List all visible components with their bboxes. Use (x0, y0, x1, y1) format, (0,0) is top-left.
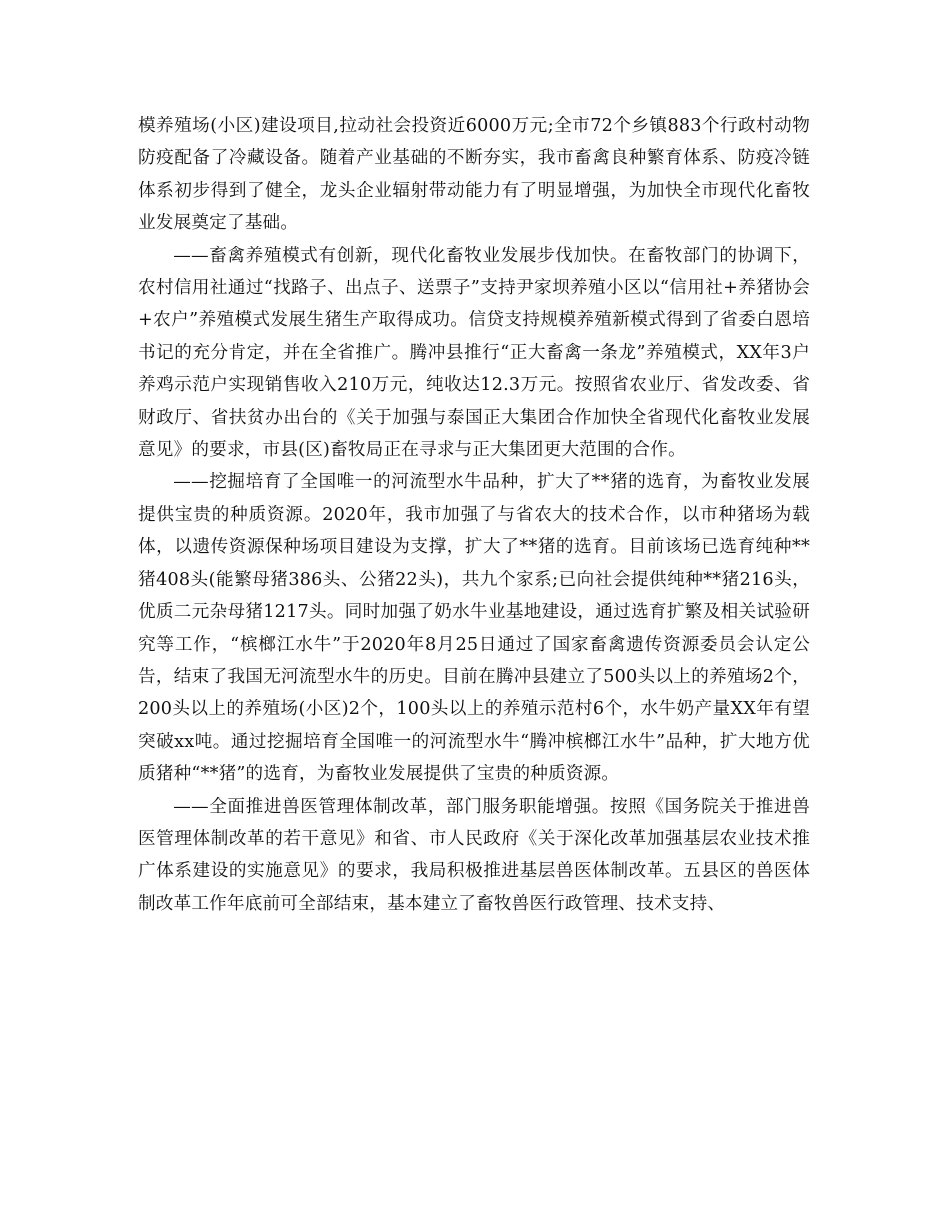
paragraph-3: ——挖掘培育了全国唯一的河流型水牛品种，扩大了**猪的选育，为畜牧业发展提供宝贵的种质资源。2020年，我市加强了与省农大的技术合作，以市种猪场为载体，以遗传资源保种场项目建设为支撑，扩大了**猪的选育。目前该场已选育纯种**猪408头(能繁母猪386头、公猪22头)，共九个家系;已向社会提供纯种**猪216头，优质二元杂母猪1217头。同时加强了奶水牛业基地建设，通过选育扩繁及相关试验研究等工作，“槟榔江水牛”于2020年8月25日通过了国家畜禽遗传资源委员会认定公告，结束了我国无河流型水牛的历史。目前在腾冲县建立了500头以上的养殖场2个，200头以上的养殖场(小区)2个，100头以上的养殖示范村6个，水牛奶产量XX年有望突破xx吨。通过挖掘培育全国唯一的河流型水牛“腾冲槟榔江水牛”品种，扩大地方优质猪种“**猪”的选育，为畜牧业发展提供了宝贵的种质资源。 (138, 472, 810, 785)
paragraph-2: ——畜禽养殖模式有创新，现代化畜牧业发展步伐加快。在畜牧部门的协调下，农村信用社通过“找路子、出点子、送票子”支持尹家坝养殖小区以“信用社+养猪协会+农户”养殖模式发展生猪生产取得成功。信贷支持规模养殖新模式得到了省委白恩培书记的充分肯定，并在全省推广。腾冲县推行“正大畜禽一条龙”养殖模式，XX年3户养鸡示范户实现销售收入210万元，纯收达12.3万元。按照省农业厅、省发改委、省财政厅、省扶贫办出台的《关于加强与泰国正大集团合作加快全省现代化畜牧业发展意见》的要求，市县(区)畜牧局正在寻求与正大集团更大范围的合作。 (138, 245, 810, 461)
paragraph-4: ——全面推进兽医管理体制改革，部门服务职能增强。按照《国务院关于推进兽医管理体制改革的若干意见》和省、市人民政府《关于深化改革加强基层农业技术推广体系建设的实施意见》的要求，我局积极推进基层兽医体制改革。五县区的兽医体制改革工作年底前可全部结束，基本建立了畜牧兽医行政管理、技术支持、 (138, 796, 810, 914)
paragraph-1: 模养殖场(小区)建设项目,拉动社会投资近6000万元;全市72个乡镇883个行政村动物防疫配备了冷藏设备。随着产业基础的不断夯实，我市畜禽良种繁育体系、防疫冷链体系初步得到了健全，龙头企业辐射带动能力有了明显增强，为加快全市现代化畜牧业发展奠定了基础。 (138, 116, 810, 234)
document-body (138, 110, 810, 920)
